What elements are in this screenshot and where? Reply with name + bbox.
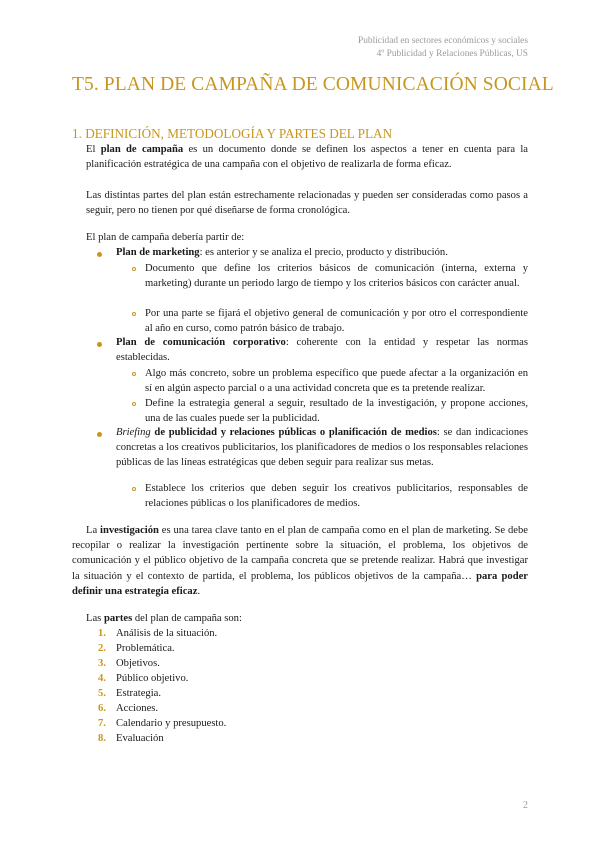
paragraph-intro-list: El plan de campaña debería partir de: xyxy=(86,232,245,243)
sub-item: Algo más concreto, sobre un problema específico que puede afectar a la organización en sí en algún aspecto parcial o a una actividad concreta que es ta pretende realizar. xyxy=(145,368,528,395)
header-course: Publicidad en sectores económicos y sociales xyxy=(357,36,528,46)
sub-item: Por una parte se fijará el objetivo general de comunicación y por otro el correspondiente al año en curso, como patrón básico de trabajo. xyxy=(145,308,528,335)
sub-bullet-icon xyxy=(132,372,136,376)
paragraph-investigacion: La investigación es una tarea clave tanto en el plan de campaña como en el plan de marketing. Se debe recopilar o realizar la investigación pertinente sobre la situación, el problema, los objetivos de comunicación y el público objetivo de la campaña concreta que se pretende realizar. Habrá que investigar la situación y el contexto de partida, el problema, los públicos objetivos de la campaña… para poder definir una estrategia eficaz. xyxy=(72,525,528,597)
bullet-icon xyxy=(97,432,102,437)
bullet-icon xyxy=(97,342,102,347)
list-number: 3. xyxy=(98,658,106,669)
list-number: 8. xyxy=(98,733,106,744)
section-heading: 1. DEFINICIÓN, METODOLOGÍA Y PARTES DEL PLAN xyxy=(72,126,393,141)
sub-bullet-icon xyxy=(132,312,136,316)
paragraph-definition: El plan de campaña es un documento donde se definen los aspectos a tener en cuenta para la planificación estratégica de una campaña con el objetivo de realizarla de forma eficaz. xyxy=(86,144,528,171)
running-header xyxy=(358,35,528,61)
list-item: Acciones. xyxy=(116,703,159,714)
list-item: Problemática. xyxy=(116,643,175,654)
page-title: T5. PLAN DE CAMPAÑA DE COMUNICACIÓN SOCIAL xyxy=(72,74,554,95)
list-item: Estrategia. xyxy=(116,688,162,699)
list-number: 6. xyxy=(98,703,106,714)
bullet-icon xyxy=(97,252,102,257)
sub-item: Define la estrategia general a seguir, resultado de la investigación, y propone acciones, una de las cuales puede ser la publicidad. xyxy=(145,398,528,425)
list-item: Evaluación xyxy=(116,733,164,744)
list-number: 2. xyxy=(98,643,106,654)
sub-bullet-icon xyxy=(132,402,136,406)
sub-bullet-icon xyxy=(132,487,136,491)
sub-bullet-icon xyxy=(132,267,136,271)
list-item: Objetivos. xyxy=(116,658,160,669)
list-item: Calendario y presupuesto. xyxy=(116,718,227,729)
list-item-plan-comunicacion: Plan de comunicación corporativo: coherente con la entidad y respetar las normas establecidas. xyxy=(116,337,528,364)
header-degree: 4º Publicidad y Relaciones Públicas, US xyxy=(376,49,528,59)
list-item-plan-marketing: Plan de marketing: es anterior y se analiza el precio, producto y distribución. xyxy=(116,247,448,258)
sub-item: Establece los criterios que deben seguir los creativos publicitarios, responsables de relaciones públicas o los planificadores de medios. xyxy=(145,483,528,510)
list-item-briefing: Briefing de publicidad y relaciones públicas o planificación de medios: se dan indicaciones concretas a los creativos publicitarios, los planificadores de medios o los responsables relaciones públicas de las líneas estratégicas que deben seguir para realizar sus metas. xyxy=(116,427,528,469)
paragraph-partes: Las partes del plan de campaña son: xyxy=(86,613,242,624)
sub-item: Documento que define los criterios básicos de comunicación (interna, externa y marketing) durante un periodo largo de tiempo y los criterios básicos con carácter anual. xyxy=(145,263,528,290)
list-number: 7. xyxy=(98,718,106,729)
list-number: 4. xyxy=(98,673,106,684)
page-number: 2 xyxy=(523,800,528,811)
list-number: 1. xyxy=(98,628,106,639)
list-number: 5. xyxy=(98,688,106,699)
list-item: Análisis de la situación. xyxy=(116,628,218,639)
paragraph-parts-relation: Las distintas partes del plan están estrechamente relacionadas y pueden ser consideradas como pasos a seguir, pero no tienen por qué diseñarse de forma cronológica. xyxy=(86,190,528,217)
list-item: Público objetivo. xyxy=(116,673,189,684)
